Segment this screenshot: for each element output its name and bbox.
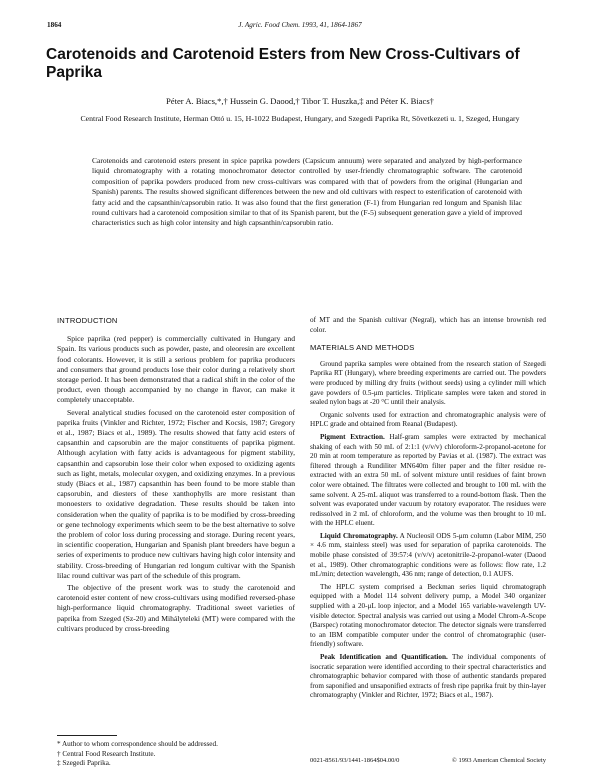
abstract: Carotenoids and carotenoid esters present in spice paprika powders (Capsicum annuum) were separated and analyzed by high-performance liquid chromatography with a rotating monochromator detector controlled by user-friendly chromatographic software. The carotenoid composition of paprika powders produced from new cross-cultivars was compared with that of powders from the original (Hungarian and Spanish) parents. The results showed significant differences between the new and old cultivars with respect to esterification of carotenoid with fatty acid and the capsanthin/capsorubin ratio. It was also found that the first generation (F-1) from Hungarian red longum and Spanish lilac round cultivars had a carotenoid composition similar to that of its Spanish parent, but the (F-5) subsequent generation gave a yield of improved characteristics such as high color intensity and high capsanthin/capsorubin ratio. [92, 156, 522, 228]
section-heading-introduction: INTRODUCTION [57, 316, 118, 325]
methods-paragraph [310, 653, 546, 701]
author-list: Péter A. Biacs,*,† Hussein G. Daood,† Tibor T. Huszka,‡ and Péter K. Biacs† [166, 96, 434, 106]
footnote-affiliation-2: ‡ Szegedi Paprika. [57, 759, 111, 768]
footnote-divider [57, 735, 117, 736]
methods-paragraph [310, 411, 546, 430]
methods-paragraph [310, 532, 546, 580]
methods-paragraph [310, 583, 546, 650]
paragraph-lead-in: Peak Identification and Quantification. [320, 653, 448, 661]
continued-paragraph: of MT and the Spanish cultivar (Negral), which has an intense brownish red color. [310, 316, 546, 334]
left-column [57, 316, 295, 636]
paragraph-text: Ground paprika samples were obtained from the research station of Szegedi Paprika RT (Hungary), where breeding experiments are carried out. The powders were produced by milling dry fruits (without seeds) using a cylinder mill which gave powders of 0.5-μm particles. Triplicate samples were taken and stored in sealed nylon bags at -20 °C until their analysis. [310, 359, 546, 407]
doc-code: 0021-8561/93/1441-1864$04.00/0 [310, 757, 400, 764]
intro-paragraph: The objective of the present work was to study the carotenoid and carotenoid ester content of new cross-cultivars using modified reversed-phase high-performance liquid chromatography. Traditional sweet varieties of paprika from Szeged (Sz-20) and Mihályteleki (MT) were compared with the cultivars produced by cross-breeding [57, 583, 295, 633]
paragraph-lead-in: Pigment Extraction. [320, 432, 385, 441]
paragraph-text: The individual components of isocratic separation were identified according to their spectral characteristics and chromatographic behavior compared with those of authentic standards prepared from saponified and unsaponified extracts of fresh ripe paprika fruit by thin-layer chromatography (Vinkler and Richter, 1972; Biacs et al., 1987). [310, 653, 547, 700]
copyright-notice: © 1993 American Chemical Society [451, 757, 546, 764]
footnotes [57, 740, 295, 769]
intro-paragraph: Several analytical studies focused on the carotenoid ester composition of paprika fruits (Vinkler and Richter, 1972; Fischer and Kocsis, 1987; Gregory et al., 1987; Biacs et al., 1989). The results showed that fatty acid esters of capsanthin and capsorubin are the major constituents of paprika pigment. Although acylation with fatty acids is advantageous for pigment stability, capsanthin and capsorubin lose their color when exposed to oxidizing agents such as light, metals, molecular oxygen, and oxidizing enzymes. In a previous study (Biacs et al., 1987) capsanthin has been found to be more stable than capsorubin, and diesters of these xanthophylls are more resistant than monoesters to oxidative degradation. These results should be taken into consideration when the quality of paprika is to be modified by cross-breeding or gene technology experiments which seem to be the best alternative to solve the problem of color loss during processing and storage. During recent years, in scientific cooperation, Hungarian and Spanish plant breeders have begun a series of experiments to produce new cultivars having high color intensity and stability. Cross-breeding of Hungarian red longum cultivar with the Spanish lilac round cultivar was part of the schedule of this program. [57, 407, 295, 580]
right-column [310, 316, 546, 704]
methods-paragraph [310, 360, 546, 408]
paragraph-text: Half-gram samples were extracted by mechanical shaking of each with 50 mL of 2:1:1 (v/v/v) chloroform-2-propanol-acetone for 20 min at room temperature as reported by Pavias et al. (1987). The extract was filtered through a Rundiliter MN640m filter paper and the filter residue re-extracted with an extra 50 mL of solvent mixture until residues of faint brown color were obtained. The filtrates were collected and brought to 100 mL with the same solvent. A 25-mL aliquot was transferred to a round-bottom flask. Then the solvent was evaporated under vacuum by rotatory evaporator. The residues were redissolved in 2 mL of chloroform, and the volume was then brought to 10 mL with the HPLC eluent. [310, 432, 546, 528]
affiliation: Central Food Research Institute, Herman Ottó u. 15, H-1022 Budapest, Hungary, and Szegedi Paprika Rt, Sövetkezeti u. 1, Szeged, Hungary [80, 114, 520, 123]
article-title: Carotenoids and Carotenoid Esters from New Cross-Cultivars of Paprika [46, 46, 520, 81]
page-number: 1864 [47, 21, 62, 29]
footnote-corresponding: * Author to whom correspondence should be addressed. [57, 740, 218, 748]
footnote-affiliation-1: † Central Food Research Institute. [57, 749, 156, 758]
paragraph-text: Organic solvents used for extraction and chromatographic analysis were of HPLC grade and obtained from Reanal (Budapest). [310, 410, 546, 429]
running-head [47, 19, 553, 31]
page-footer [310, 756, 546, 765]
paragraph-lead-in: Liquid Chromatography. [320, 531, 398, 540]
paragraph-text: The HPLC system comprised a Beckman series liquid chromatograph equipped with a Model 114 solvent delivery pump, a Model 340 organizer supplied with a 20-μL loop injector, and a Model 165 variable-wavelength UV-visible detector. Spectral analysis was carried out using a Model Chrom-A-Scope (Barspec) rotating monochromator detector. The detector signals were transferred to an IBM compatible computer under the control of chromatographic (user-friendly) software. [310, 582, 546, 649]
intro-paragraph: Spice paprika (red pepper) is commercially cultivated in Hungary and Spain. Its various products such as powder, paste, and oleoresin are excellent food colorants. However, it is still a serious problem for paprika producers and consumers that ground products lose their color during a relatively short storage period. It has been demonstrated that a radical shift in the color of the product, even though accompanied by no change in flavor, can make it completely unacceptable. [57, 334, 295, 405]
paragraph-text: A Nucleosil ODS 5-μm column (Labor MIM, 250 × 4.6 mm, stainless steel) was used for separation of paprika carotenoids. The mobile phase consisted of 39:57:4 (v/v/v) acetonitrile-2-propanol-water (Daood et al., 1989). Other chromatographic conditions were as follows: flow rate, 1.2 mL/min; detection wavelength, 436 nm; range of detection, 0.1 AUFS. [310, 531, 546, 579]
methods-paragraph [310, 433, 546, 529]
journal-citation: J. Agric. Food Chem. 1993, 41, 1864-1867 [238, 21, 362, 29]
section-heading-methods: MATERIALS AND METHODS [310, 343, 415, 353]
